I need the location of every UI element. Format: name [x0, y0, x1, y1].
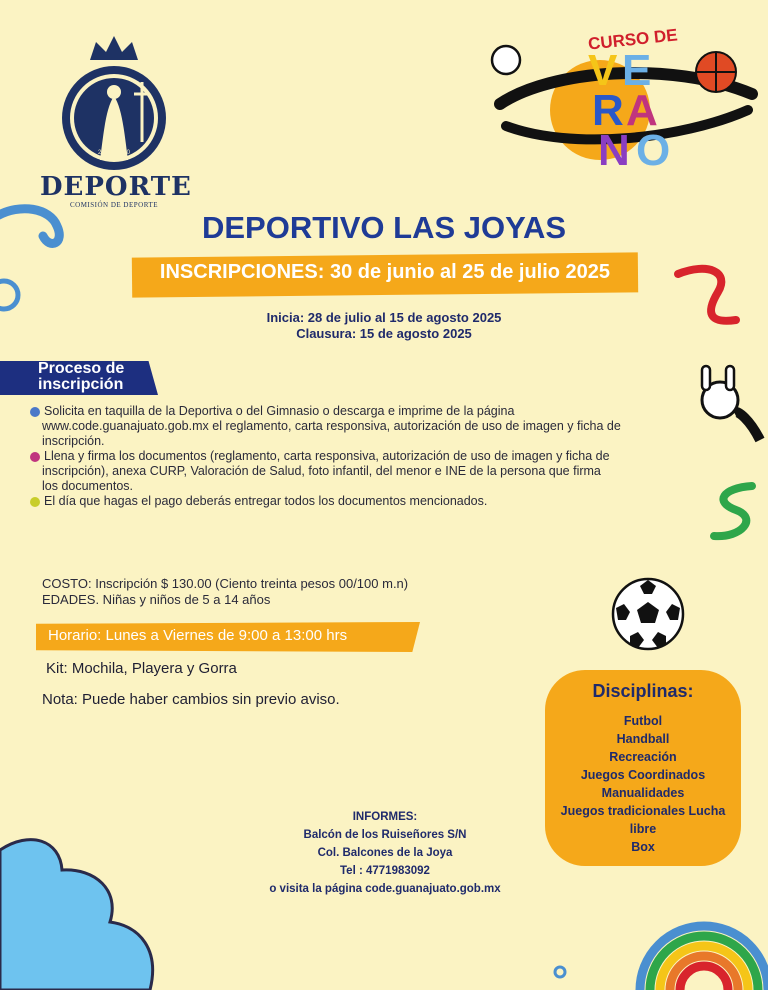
contact-website: o visita la página code.guanajuato.gob.mx	[269, 883, 501, 895]
contact-title: INFORMES:	[352, 811, 418, 823]
contact-phone: Tel : 4771983092	[340, 865, 430, 877]
blue-ring-bottom	[552, 964, 568, 980]
dates-block	[0, 310, 768, 342]
discipline-item: Handball	[616, 732, 670, 746]
discipline-item: Juegos tradicionales Lucha	[560, 804, 726, 818]
step-line: inscripción.	[42, 434, 105, 448]
process-heading-line1: Proceso de	[38, 360, 125, 377]
discipline-item: Recreación	[609, 750, 677, 764]
process-steps	[30, 404, 716, 509]
contact-address2: Col. Balcones de la Joya	[317, 847, 453, 859]
discipline-item: libre	[629, 822, 657, 836]
kit-text: Kit: Mochila, Playera y Gorra	[46, 660, 237, 677]
start-date: Inicia: 28 de julio al 15 de agosto 2025	[266, 310, 502, 325]
badge-curso-de: CURSO DE	[587, 25, 679, 54]
ages-text: EDADES. Niñas y niños de 5 a 14 años	[42, 592, 271, 607]
step-line: El día que hagas el pago deberás entregar todos los documentos mencionados.	[44, 494, 488, 508]
list-item	[30, 494, 716, 509]
cloud-bottom-left	[0, 830, 220, 990]
discipline-item: Manualidades	[601, 786, 685, 800]
discipline-item: Box	[631, 840, 655, 854]
logo-subtitle: COMISIÓN DE DEPORTE	[69, 201, 159, 209]
bullet-icon	[30, 497, 40, 507]
logo-title: DEPORTE	[40, 172, 192, 202]
rainbow-bottom-right	[634, 920, 768, 990]
info-block	[42, 576, 408, 608]
badge-letter-r: R	[592, 86, 624, 135]
discipline-item: Juegos Coordinados	[580, 768, 706, 782]
discipline-item: Futbol	[623, 714, 663, 728]
contact-block	[230, 808, 540, 898]
closing-date: Clausura: 15 de agosto 2025	[296, 326, 472, 341]
soccer-ball-icon	[608, 574, 688, 654]
badge-letter-a: A	[626, 86, 658, 135]
badge-letter-o: O	[636, 126, 671, 175]
badge-letter-v: V	[588, 46, 618, 95]
contact-address1: Balcón de los Ruiseñores S/N	[303, 829, 467, 841]
disciplines-list	[545, 712, 741, 856]
list-item	[30, 404, 716, 449]
cost-text: COSTO: Inscripción $ 130.00 (Ciento treinta pesos 00/100 m.n)	[42, 576, 409, 591]
step-line: Solicita en taquilla de la Deportiva o del Gimnasio o descarga e imprime de la página	[44, 404, 515, 418]
list-item	[30, 449, 716, 494]
bullet-icon	[30, 452, 40, 462]
schedule-text: Horario: Lunes a Viernes de 9:00 a 13:00 hrs	[48, 627, 348, 644]
note-text: Nota: Puede haber cambios sin previo aviso.	[42, 691, 340, 708]
step-line: www.code.guanajuato.gob.mx el reglamento, carta responsiva, autorización de uso de imagen y ficha de	[42, 419, 621, 433]
step-line: los documentos.	[42, 479, 134, 493]
process-heading	[38, 361, 158, 393]
badge-letter-e: E	[622, 46, 652, 95]
page-title: DEPORTIVO LAS JOYAS	[201, 210, 567, 245]
badge-letter-n: N	[598, 126, 630, 175]
step-line: inscripción), anexa CURP, Valoración de Salud, foto infantil, del menor e INE de la persona que firma	[42, 464, 601, 478]
registration-text: INSCRIPCIONES: 30 de junio al 25 de julio 2025	[159, 261, 611, 283]
bullet-icon	[30, 407, 40, 417]
seal-years: 2024 - 2030	[97, 150, 131, 156]
process-heading-line2: inscripción	[38, 376, 124, 393]
disciplines-title: Disciplinas:	[592, 681, 694, 701]
step-line: Llena y firma los documentos (reglamento, carta responsiva, autorización de uso de imagen y ficha de	[44, 449, 610, 463]
